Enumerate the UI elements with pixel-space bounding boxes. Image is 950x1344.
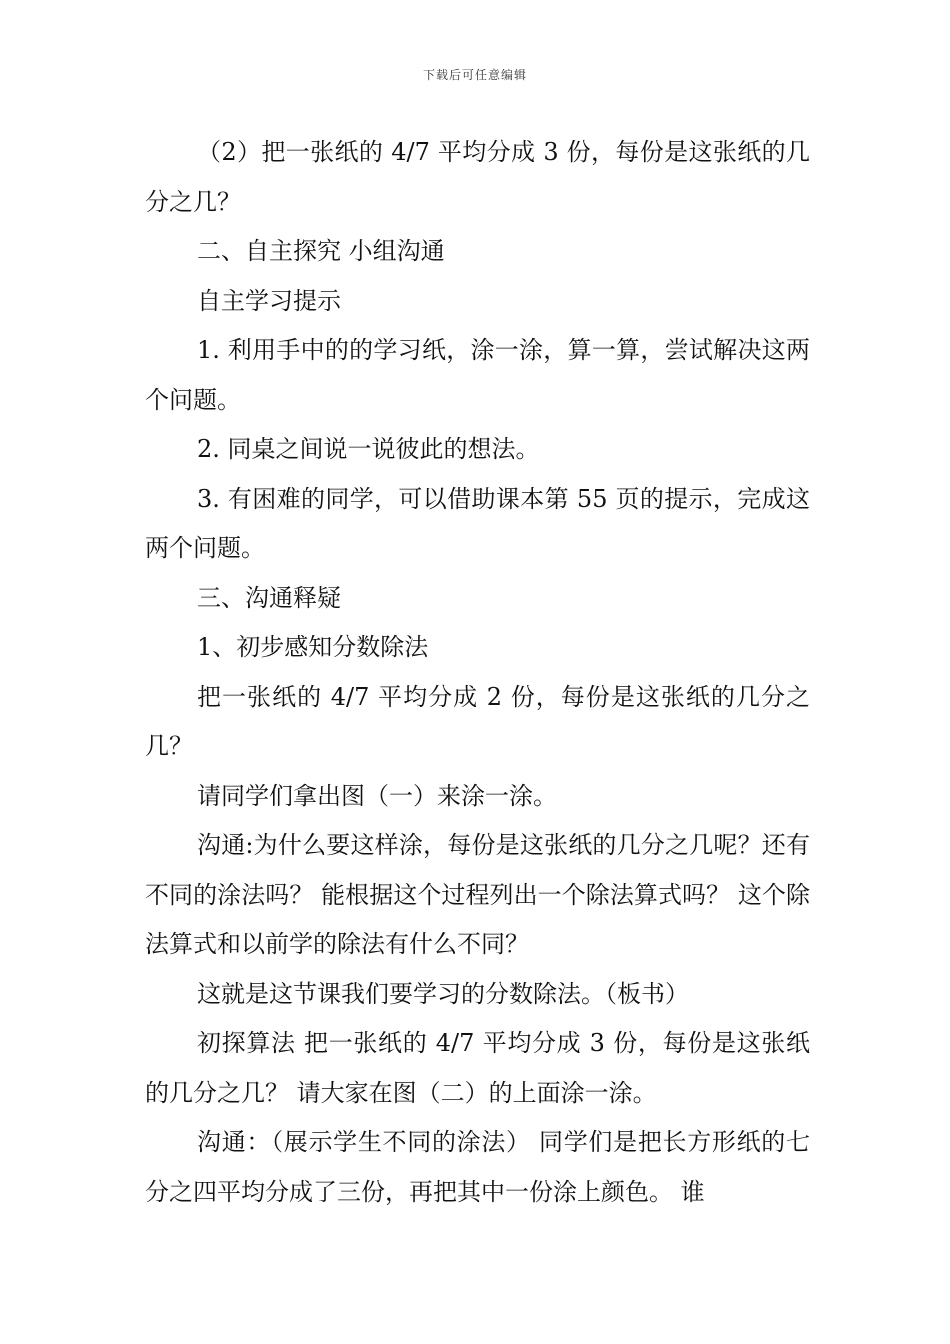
paragraph-initial-method: 初探算法 把一张纸的 4/7 平均分成 3 份，每份是这张纸的几分之几？ 请大家在图（二）的上面涂一涂。 bbox=[145, 1029, 810, 1107]
paragraph-board-note: 这就是这节课我们要学习的分数除法。（板书） bbox=[197, 979, 689, 1008]
section-heading-explore: 二、自主探究 小组沟通 bbox=[197, 237, 445, 265]
tip-item-3: 3. 有困难的同学，可以借助课本第 55 页的提示，完成这两个问题。 bbox=[145, 484, 810, 562]
section-heading-discuss: 三、沟通释疑 bbox=[197, 583, 341, 612]
self-study-tips-heading: 自主学习提示 bbox=[197, 286, 341, 315]
document-body bbox=[145, 128, 810, 1217]
tip-item-1: 1. 利用手中的的学习纸，涂一涂，算一算，尝试解决这两个问题。 bbox=[145, 336, 810, 414]
paragraph-question-2: （2）把一张纸的 4/7 平均分成 3 份，每份是这张纸的几分之几？ bbox=[145, 138, 810, 216]
paragraph-discussion-why: 沟通:为什么要这样涂，每份是这张纸的几分之几呢？还有不同的涂法吗？ 能根据这个过程列出一个除法算式吗？ 这个除法算式和以前学的除法有什么不同？ bbox=[145, 831, 810, 958]
paragraph-discussion-display: 沟通：（展示学生不同的涂法） 同学们是把长方形纸的七分之四平均分成了三份，再把其中一份涂上颜色。 谁 bbox=[145, 1128, 810, 1206]
tip-item-2: 2. 同桌之间说一说彼此的想法。 bbox=[197, 435, 540, 463]
subsection-heading-fraction-division: 1、初步感知分数除法 bbox=[197, 633, 429, 661]
paragraph-figure-one: 请同学们拿出图（一）来涂一涂。 bbox=[197, 781, 557, 810]
paragraph-question-two-parts: 把一张纸的 4/7 平均分成 2 份，每份是这张纸的几分之几？ bbox=[145, 682, 810, 760]
page-header-note: 下载后可任意编辑 bbox=[422, 68, 527, 82]
